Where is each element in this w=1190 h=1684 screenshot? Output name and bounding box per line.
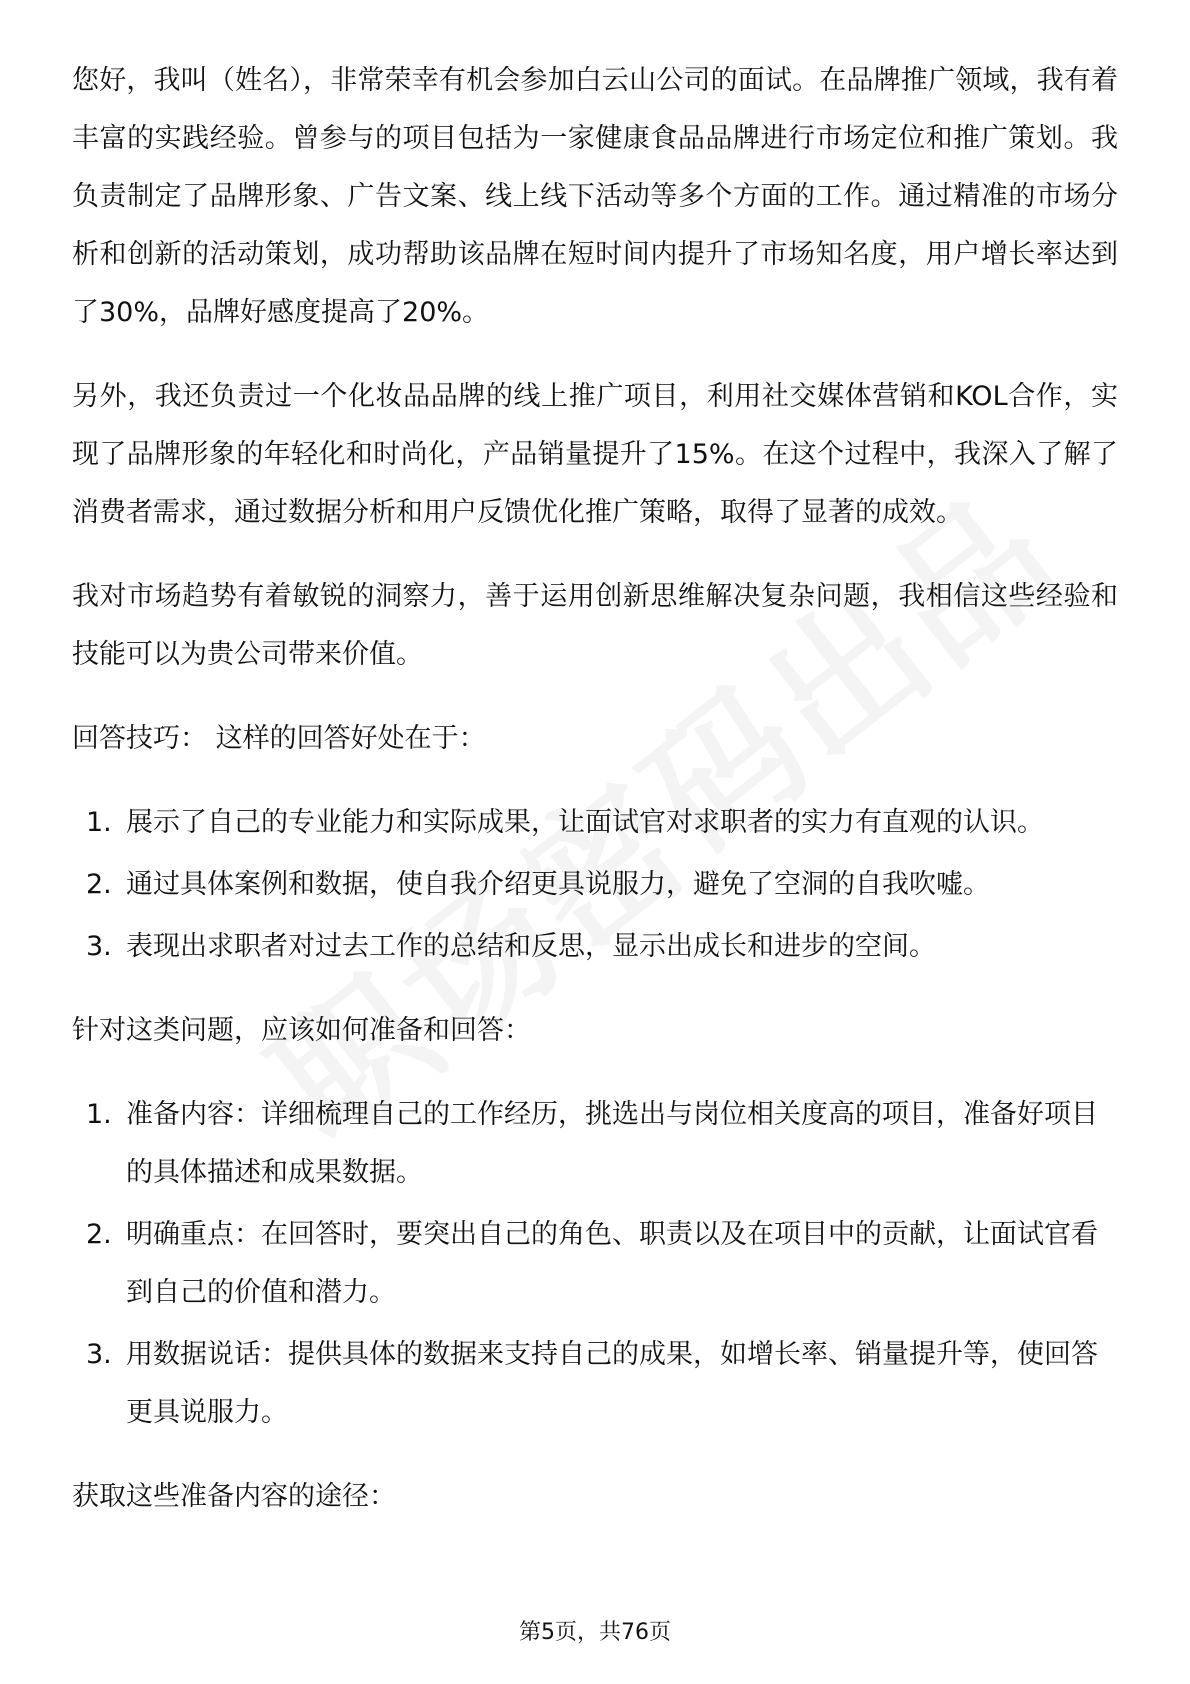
list-item: [72, 1326, 1118, 1442]
list-text: 表现出求职者对过去工作的总结和反思，显示出成长和进步的空间。: [126, 931, 936, 962]
list-text: 明确重点：在回答时，要突出自己的角色、职责以及在项目中的贡献，让面试官看到自己的价值和潜力。: [126, 1219, 1098, 1308]
second-paragraph: 另外，我还负责过一个化妆品品牌的线上推广项目，利用社交媒体营销和KOL合作，实现了品牌形象的年轻化和时尚化，产品销量提升了15%。在这个过程中，我深入了解了消费者需求，通过数据分析和用户反馈优化推广策略，取得了显著的成效。: [72, 381, 1118, 528]
list-text: 展示了自己的专业能力和实际成果，让面试官对求职者的实力有直观的认识。: [126, 807, 1044, 838]
tips-list: [72, 794, 1118, 976]
prepare-heading: 针对这类问题，应该如何准备和回答：: [72, 1015, 531, 1046]
list-text: 通过具体案例和数据，使自我介绍更具说服力，避免了空洞的自我吹嘘。: [126, 869, 990, 900]
list-number: 1.: [86, 1099, 112, 1130]
document-body: [72, 52, 1118, 1552]
third-paragraph: 我对市场趋势有着敏锐的洞察力，善于运用创新思维解决复杂问题，我相信这些经验和技能可以为贵公司带来价值。: [72, 581, 1118, 670]
list-text: 用数据说话：提供具体的数据来支持自己的成果，如增长率、销量提升等，使回答更具说服力。: [126, 1339, 1098, 1428]
list-number: 1.: [86, 807, 112, 838]
list-item: [72, 856, 1118, 914]
prepare-list: [72, 1086, 1118, 1442]
sources-heading: 获取这些准备内容的途径：: [72, 1481, 396, 1512]
list-item: [72, 1086, 1118, 1202]
list-number: 2.: [86, 1219, 112, 1250]
list-item: [72, 1206, 1118, 1322]
intro-paragraph: 您好，我叫（姓名），非常荣幸有机会参加白云山公司的面试。在品牌推广领域，我有着丰富的实践经验。曾参与的项目包括为一家健康食品品牌进行市场定位和推广策划。我负责制定了品牌形象、广告文案、线上线下活动等多个方面的工作。通过精准的市场分析和创新的活动策划，成功帮助该品牌在短时间内提升了市场知名度，用户增长率达到了30%，品牌好感度提高了20%。: [72, 65, 1118, 328]
tips-heading: 回答技巧： 这样的回答好处在于：: [72, 723, 486, 754]
page-footer: 第5页，共76页: [519, 1620, 671, 1645]
list-number: 3.: [86, 931, 112, 962]
list-item: [72, 918, 1118, 976]
list-item: [72, 794, 1118, 852]
list-number: 3.: [86, 1339, 112, 1370]
list-number: 2.: [86, 869, 112, 900]
list-text: 准备内容：详细梳理自己的工作经历，挑选出与岗位相关度高的项目，准备好项目的具体描述和成果数据。: [126, 1099, 1098, 1188]
